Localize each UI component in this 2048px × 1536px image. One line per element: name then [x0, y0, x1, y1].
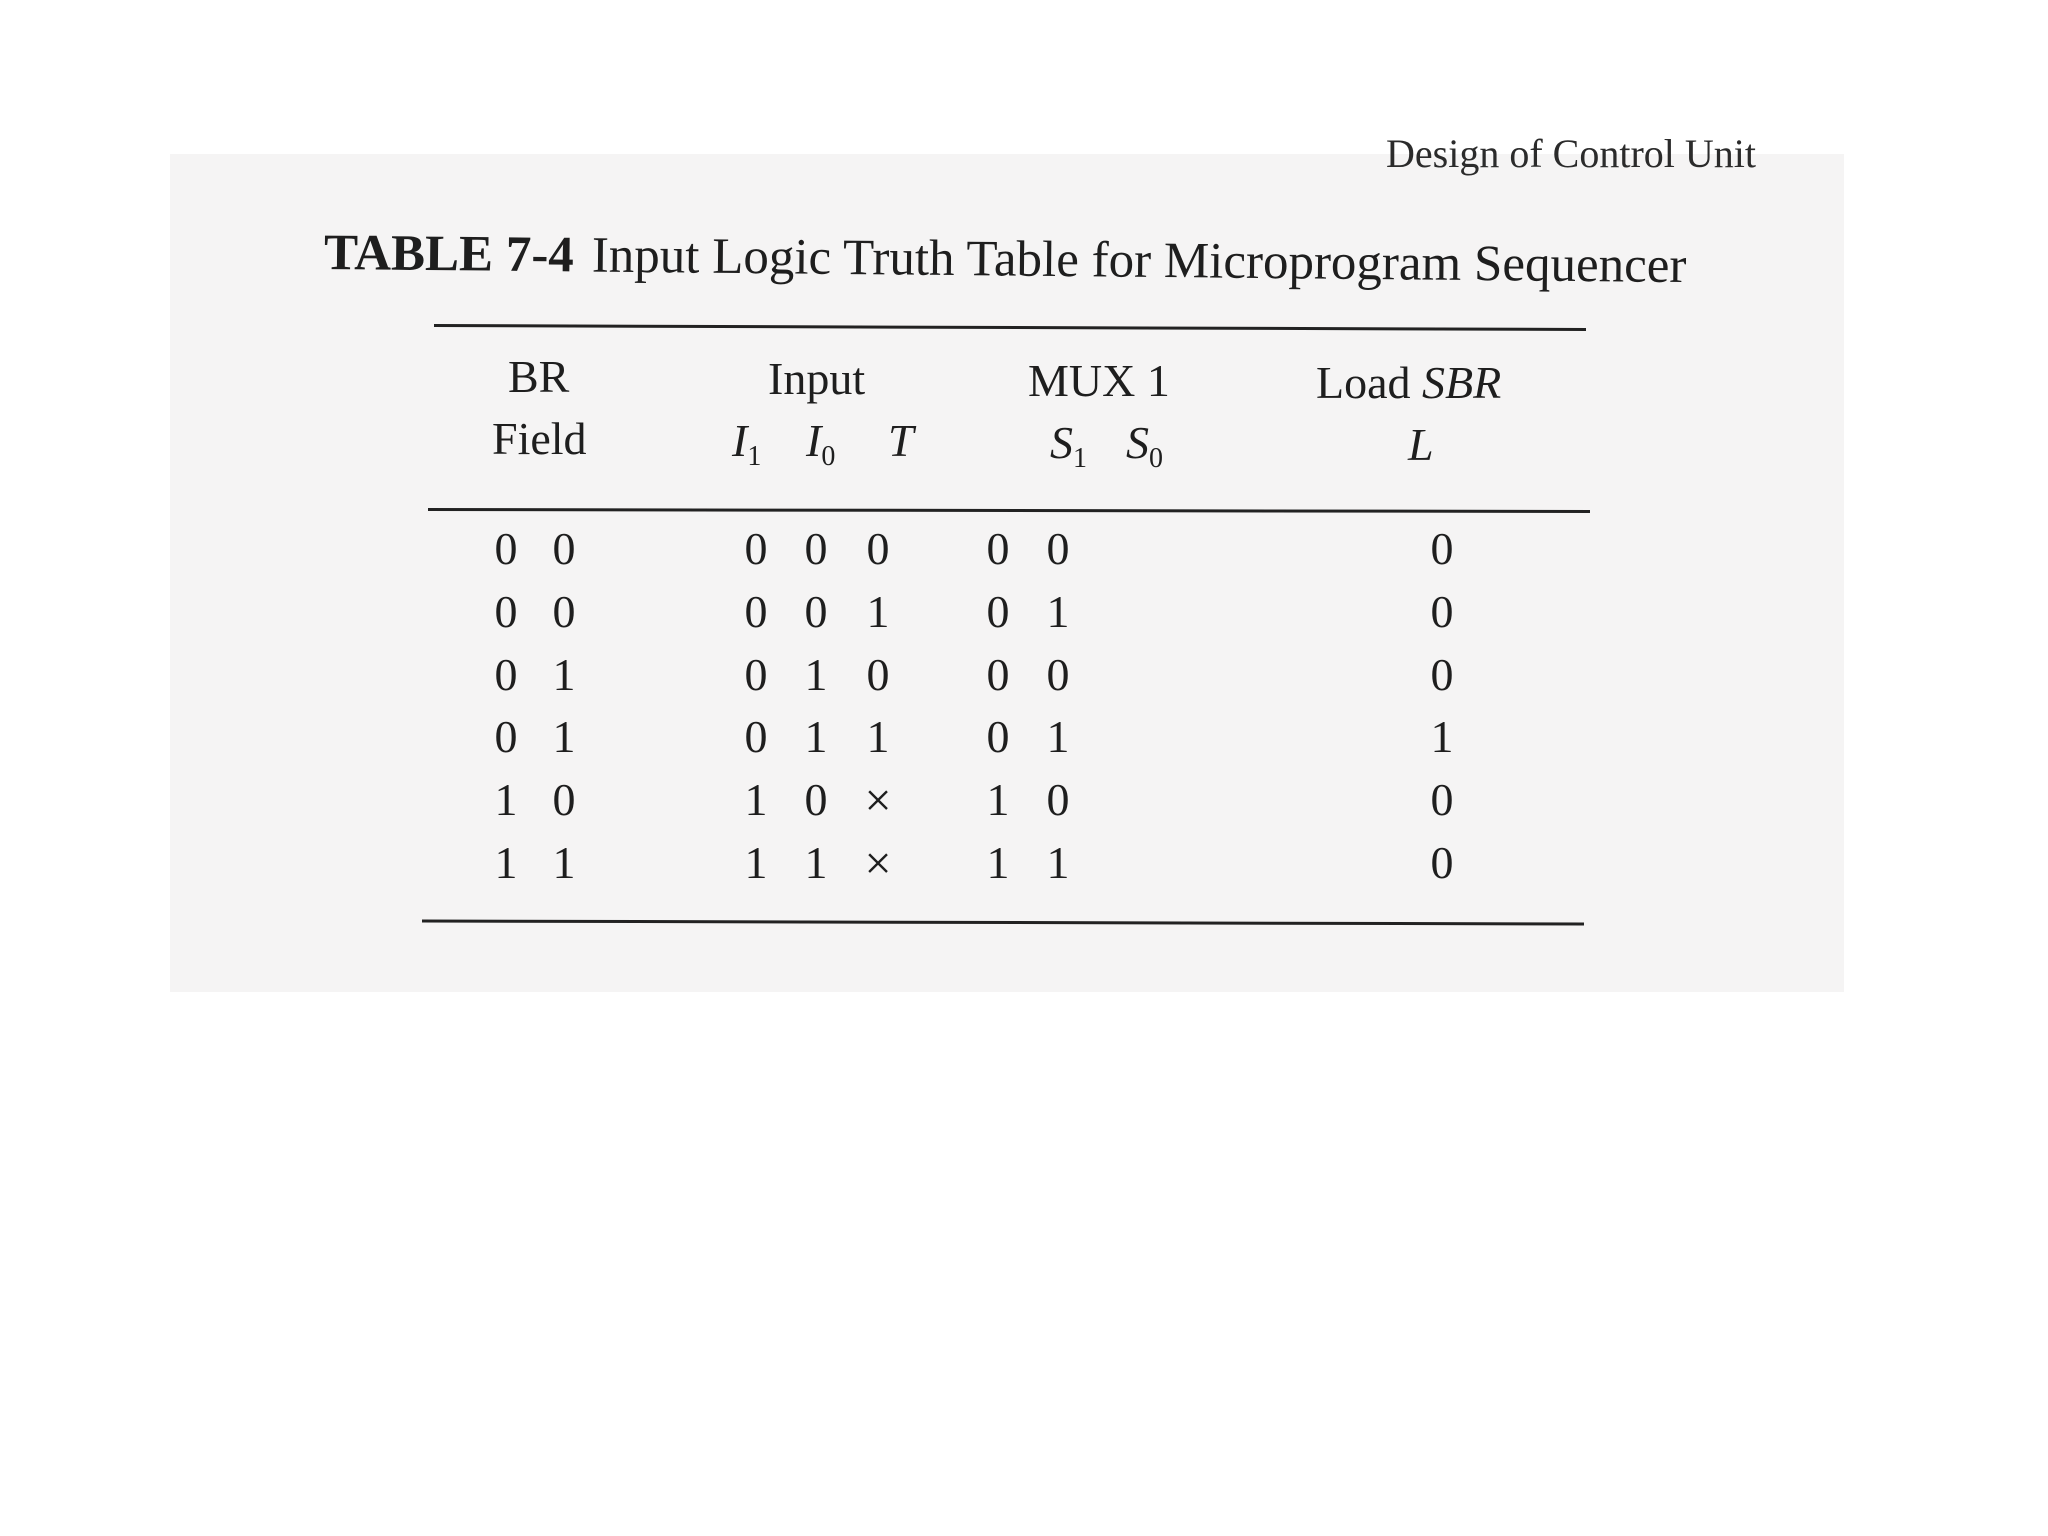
cell-mux-r2-c0: 0 — [986, 648, 1010, 700]
header-s0 — [1126, 417, 1163, 474]
cell-input-r4-c2: × — [864, 774, 892, 828]
cell-mux-r0-c0: 0 — [986, 523, 1010, 574]
cell-input-r1-c1: 0 — [804, 585, 828, 637]
cell-input-r0-c2: 0 — [866, 523, 890, 574]
header-s1-base: S — [1050, 417, 1073, 468]
table-header-rule — [428, 508, 1590, 513]
cell-br-r1-c1: 0 — [552, 585, 576, 637]
cell-br-r3-c0: 0 — [494, 711, 518, 763]
header-i0 — [806, 415, 836, 472]
header-i1 — [732, 415, 762, 472]
cell-mux-r0-c1: 0 — [1046, 523, 1070, 574]
cell-mux-r1-c0: 0 — [986, 585, 1010, 637]
cell-input-r5-c2: × — [864, 837, 892, 890]
scanned-page — [170, 131, 1844, 992]
cell-mux-r4-c1: 0 — [1046, 774, 1070, 826]
cell-input-r3-c2: 1 — [866, 711, 890, 763]
running-head: Design of Control Unit — [1386, 131, 1756, 176]
cell-input-r2-c1: 1 — [804, 648, 828, 700]
header-s0-base: S — [1126, 417, 1149, 468]
header-br: BR — [508, 351, 570, 402]
header-load-word: Load — [1316, 357, 1411, 408]
header-mux1: MUX 1 — [1028, 355, 1170, 406]
cell-mux-r3-c1: 1 — [1046, 711, 1070, 763]
cell-mux-r4-c0: 1 — [986, 774, 1010, 826]
table-number: TABLE 7-4 — [323, 225, 575, 284]
table-bottom-rule — [422, 919, 1584, 925]
header-l: L — [1408, 419, 1434, 470]
cell-br-r2-c0: 0 — [494, 648, 518, 700]
cell-mux-r2-c1: 0 — [1046, 648, 1070, 700]
cell-input-r2-c0: 0 — [744, 648, 768, 700]
header-sbr: SBR — [1422, 357, 1502, 408]
header-i1-base: I — [732, 415, 748, 466]
header-s1-sub: 1 — [1073, 443, 1087, 474]
cell-br-r1-c0: 0 — [494, 585, 518, 637]
cell-br-r4-c1: 0 — [552, 774, 576, 826]
cell-br-r3-c1: 1 — [552, 711, 576, 763]
header-i0-base: I — [806, 415, 822, 466]
cell-input-r4-c1: 0 — [804, 774, 828, 826]
header-input: Input — [768, 353, 866, 404]
cell-br-r2-c1: 1 — [552, 648, 576, 700]
cell-load-r2-c0: 0 — [1430, 648, 1454, 700]
table-caption — [324, 224, 1687, 295]
cell-load-r5-c0: 0 — [1430, 837, 1454, 888]
cell-input-r0-c1: 0 — [804, 523, 828, 574]
cell-load-r0-c0: 0 — [1430, 523, 1454, 574]
cell-input-r0-c0: 0 — [744, 523, 768, 574]
cell-input-r3-c1: 1 — [804, 711, 828, 763]
cell-load-r3-c0: 1 — [1430, 711, 1454, 763]
cell-mux-r3-c0: 0 — [986, 711, 1010, 763]
cell-br-r5-c0: 1 — [494, 837, 518, 888]
header-t: T — [888, 415, 914, 466]
header-i0-sub: 0 — [821, 441, 836, 472]
cell-br-r0-c1: 0 — [552, 523, 576, 574]
table-title: Input Logic Truth Table for Microprogram Sequencer — [591, 227, 1687, 295]
cell-input-r5-c0: 1 — [744, 837, 768, 888]
header-i1-sub: 1 — [747, 441, 762, 472]
cell-br-r4-c0: 1 — [494, 774, 518, 826]
header-field: Field — [492, 413, 587, 464]
header-load — [1316, 357, 1502, 408]
cell-mux-r5-c0: 1 — [986, 837, 1010, 888]
cell-br-r0-c0: 0 — [494, 523, 518, 574]
header-s0-sub: 0 — [1149, 443, 1163, 474]
cell-br-r5-c1: 1 — [552, 837, 576, 888]
cell-input-r4-c0: 1 — [744, 774, 768, 826]
cell-mux-r1-c1: 1 — [1046, 585, 1070, 637]
cell-load-r4-c0: 0 — [1430, 774, 1454, 826]
cell-input-r1-c0: 0 — [744, 585, 768, 637]
cell-input-r2-c2: 0 — [866, 648, 890, 700]
cell-input-r3-c0: 0 — [744, 711, 768, 763]
table-top-rule — [434, 324, 1586, 331]
cell-input-r1-c2: 1 — [866, 585, 890, 637]
header-s1 — [1050, 417, 1087, 474]
cell-input-r5-c1: 1 — [804, 837, 828, 888]
cell-mux-r5-c1: 1 — [1046, 837, 1070, 888]
cell-load-r1-c0: 0 — [1430, 585, 1454, 637]
